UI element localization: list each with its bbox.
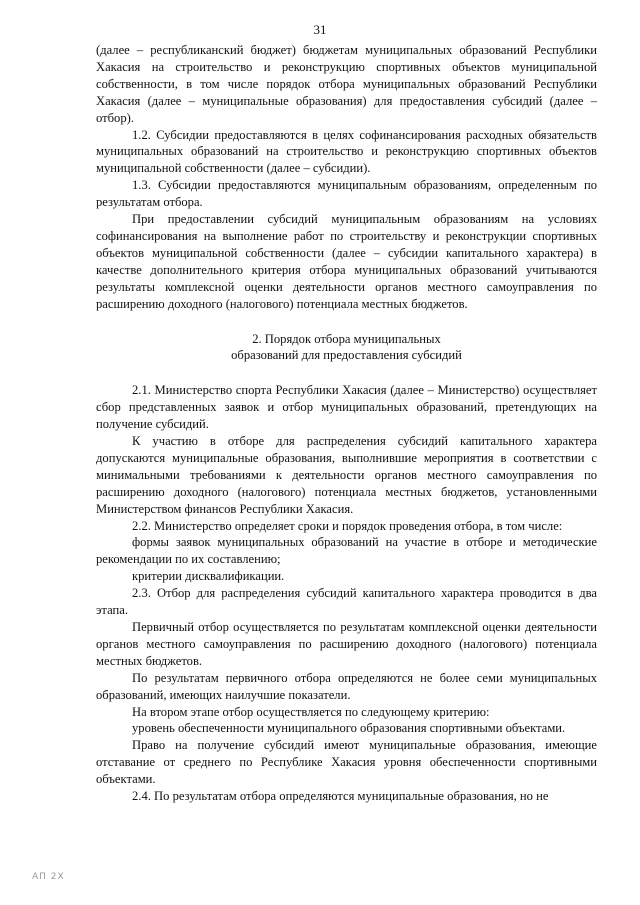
paragraph: Право на получение субсидий имеют муниципальные образования, имеющие отставание от среднего по Республике Хакасия уровня обеспеченности спортивными объектами. xyxy=(96,738,597,787)
paragraph: 2.1. Министерство спорта Республики Хакасия (далее – Министерство) осуществляет сбор представленных заявок и отбор муниципальных образований, претендующих на получение субсидий. xyxy=(96,383,597,432)
paragraph: На втором этапе отбор осуществляется по следующему критерию: xyxy=(132,704,490,719)
paragraph: Первичный отбор осуществляется по результатам комплексной оценки деятельности органов местного самоуправления по расширению доходного (налогового) потенциала местных бюджетов. xyxy=(96,620,597,668)
paragraph: По результатам первичного отбора определяются не более семи муниципальных образований, имеющих наилучшие показатели. xyxy=(96,670,597,702)
paragraph: 2.3. Отбор для распределения субсидий капитального характера проводится в два этапа. xyxy=(96,586,597,618)
section-heading-line: 2. Порядок отбора муниципальных xyxy=(252,331,441,346)
list-item: уровень обеспеченности муниципального образования спортивными объектами. xyxy=(132,721,566,736)
paragraph: При предоставлении субсидий муниципальным образованиям на условиях софинансирования на выполнение работ по строительству и реконструкции спортивных объектов муниципальной собственности (далее – субсидии капитального характера) в качестве дополнительного критерия отбора муниципальных образований учитываются результаты комплексной оценки деятельности органов местного самоуправления по расширению доходного (налогового) потенциала местных бюджетов. xyxy=(96,212,597,311)
paragraph: 1.2. Субсидии предоставляются в целях софинансирования расходных обязательств муниципальных образований на строительство и реконструкцию спортивных объектов муниципальной собственности (далее – субсидии). xyxy=(96,127,597,176)
paragraph: 2.2. Министерство определяет сроки и порядок проведения отбора, в том числе: xyxy=(132,518,563,533)
paragraph: 2.4. По результатам отбора определяются муниципальные образования, но не xyxy=(132,789,549,804)
page-number: 31 xyxy=(313,22,327,37)
section-heading-line: образований для предоставления субсидий xyxy=(231,348,462,363)
list-item: формы заявок муниципальных образований на участие в отборе и методические рекомендации по их составлению; xyxy=(96,535,597,567)
paragraph: К участию в отборе для распределения субсидий капитального характера допускаются муниципальные образования, выполнившие мероприятия в соответствии с минимальными требованиями к деятельности органов местного самоуправления по расширению доходного (налогового) потенциала местных бюджетов, установленными Министерством финансов Республики Хакасия. xyxy=(96,434,597,516)
list-item: критерии дисквалификации. xyxy=(132,569,285,584)
document-body xyxy=(96,42,597,805)
paragraph: 1.3. Субсидии предоставляются муниципальным образованиям, определенным по результатам отбора. xyxy=(96,178,597,210)
paragraph: (далее – республиканский бюджет) бюджетам муниципальных образований Республики Хакасия на строительство и реконструкцию спортивных объектов муниципальной собственности, в том числе порядок отбора муниципальных образований Республики Хакасия (далее – муниципальные образования) для предоставления субсидий (далее – отбор). xyxy=(96,43,597,125)
section-heading xyxy=(96,331,597,365)
footer-mark: АП 2Х xyxy=(32,872,65,882)
